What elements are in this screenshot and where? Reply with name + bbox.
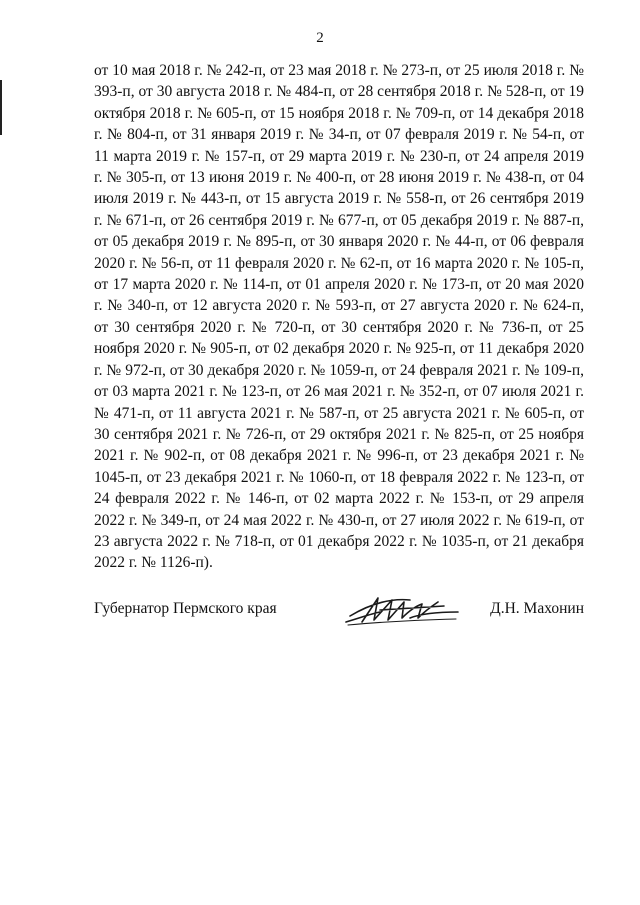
- scan-edge-mark: [0, 80, 2, 135]
- handwritten-signature: [340, 592, 460, 628]
- signature-block: [94, 592, 584, 632]
- signer-name: Д.Н. Махонин: [490, 600, 584, 617]
- signer-title: Губернатор Пермского края: [94, 600, 277, 617]
- page-number: 2: [316, 30, 324, 46]
- body-paragraph: от 10 мая 2018 г. № 242-п, от 23 мая 2018 г. № 273-п, от 25 июля 2018 г. № 393-п, от 30 августа 2018 г. № 484-п, от 28 сентября 2018 г. № 528-п, от 19 октября 2018 г. № 605-п, от 15 ноября 2018 г. № 709-п, от 14 декабря 2018 г. № 804-п, от 31 января 2019 г. № 34-п, от 07 февраля 2019 г. № 54-п, от 11 марта 2019 г. № 157-п, от 29 марта 2019 г. № 230-п, от 24 апреля 2019 г. № 305-п, от 13 июня 2019 г. № 400-п, от 28 июня 2019 г. № 438-п, от 04 июля 2019 г. № 443-п, от 15 августа 2019 г. № 558-п, от 26 сентября 2019 г. № 671-п, от 26 сентября 2019 г. № 677-п, от 05 декабря 2019 г. № 887-п, от 05 декабря 2019 г. № 895-п, от 30 января 2020 г. № 44-п, от 06 февраля 2020 г. № 56-п, от 11 февраля 2020 г. № 62-п, от 16 марта 2020 г. № 105-п, от 17 марта 2020 г. № 114-п, от 01 апреля 2020 г. № 173-п, от 20 мая 2020 г. № 340-п, от 12 августа 2020 г. № 593-п, от 27 августа 2020 г. № 624-п, от 30 сентября 2020 г. № 720-п, от 30 сентября 2020 г. № 736-п, от 25 ноября 2020 г. № 905-п, от 02 декабря 2020 г. № 925-п, от 11 декабря 2020 г. № 972-п, от 30 декабря 2020 г. № 1059-п, от 24 февраля 2021 г. № 109-п, от 03 марта 2021 г. № 123-п, от 26 мая 2021 г. № 352-п, от 07 июля 2021 г. № 471-п, от 11 августа 2021 г. № 587-п, от 25 августа 2021 г. № 605-п, от 30 сентября 2021 г. № 726-п, от 29 октября 2021 г. № 825-п, от 25 ноября 2021 г. № 902-п, от 08 декабря 2021 г. № 996-п, от 23 декабря 2021 г. № 1045-п, от 23 декабря 2021 г. № 1060-п, от 18 февраля 2022 г. № 123-п, от 24 февраля 2022 г. № 146-п, от 02 марта 2022 г. № 153-п, от 29 апреля 2022 г. № 349-п, от 24 мая 2022 г. № 430-п, от 27 июля 2022 г. № 619-п, от 23 августа 2022 г. № 718-п, от 01 декабря 2022 г. № 1035-п, от 21 декабря 2022 г. № 1126-п).: [94, 62, 584, 572]
